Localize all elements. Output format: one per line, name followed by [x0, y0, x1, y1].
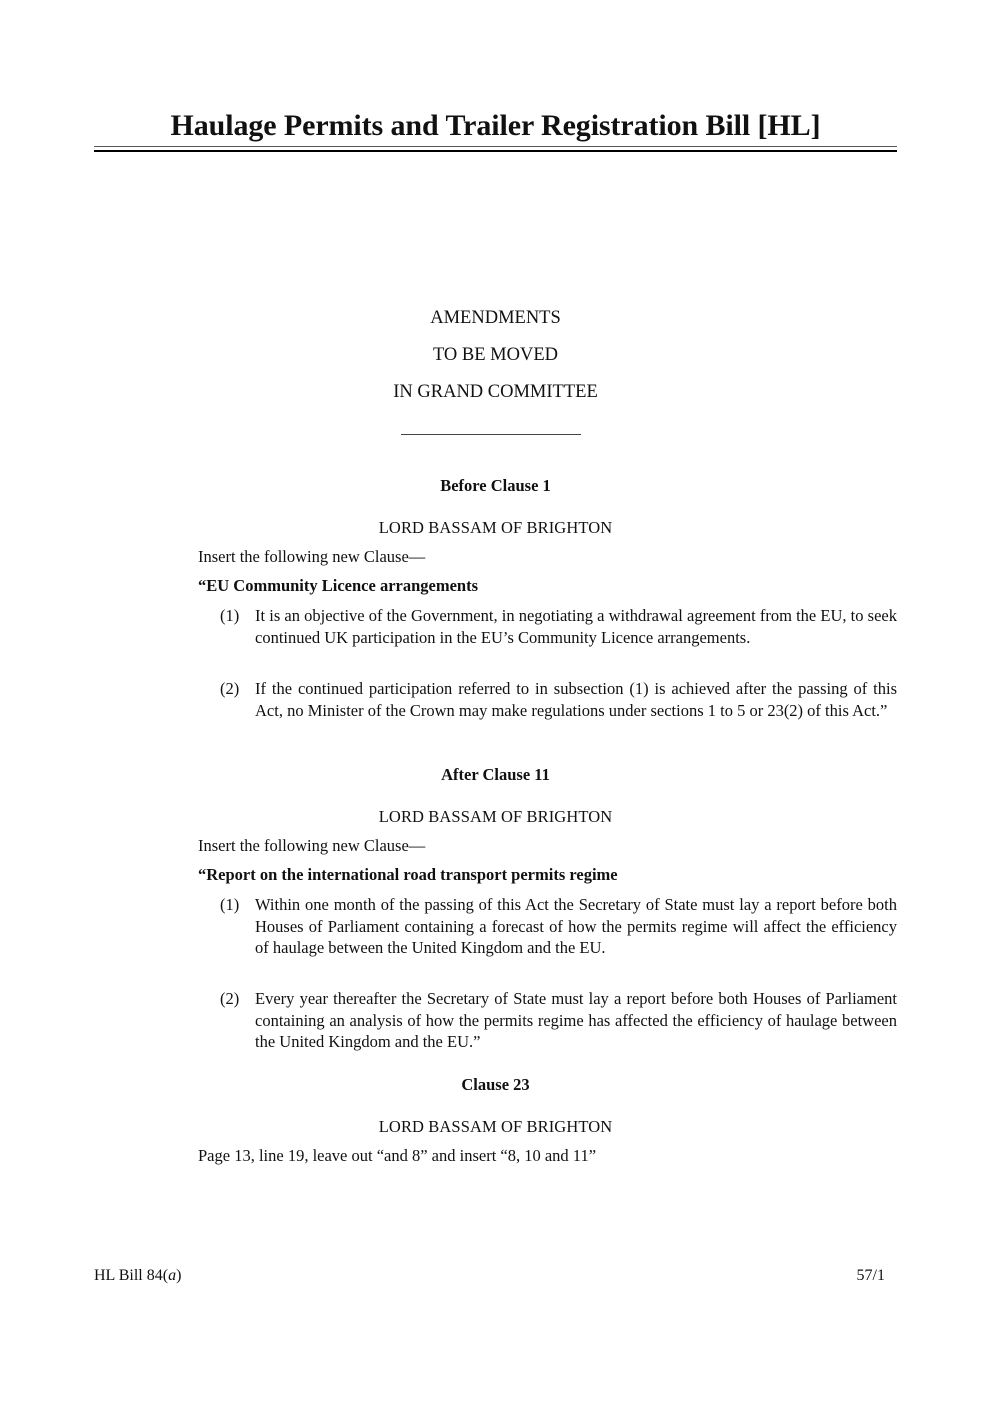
- subsection: [220, 988, 897, 1053]
- mover-name: LORD BASSAM OF BRIGHTON: [378, 1117, 613, 1136]
- bill-reference: [94, 1266, 181, 1286]
- subsection: [220, 894, 897, 959]
- new-clause-title: “EU Community Licence arrangements: [198, 576, 479, 595]
- new-clause-title: “Report on the international road transport permits regime: [198, 865, 618, 884]
- clause-heading-clause-23: Clause 23: [461, 1075, 530, 1094]
- bill-title: Haulage Permits and Trailer Registration Bill [HL]: [170, 109, 821, 142]
- title-rule-thin: [94, 146, 897, 147]
- page-reference: 57/1: [856, 1267, 885, 1284]
- clause-heading-after-clause-11: After Clause 11: [441, 765, 550, 784]
- subsection-text: Within one month of the passing of this Act the Secretary of State must lay a report before both Houses of Parliament containing a forecast of how the permits regime will affect the efficiency of haulage between the United Kingdom and the EU.: [255, 895, 897, 958]
- amendment-instruction: Insert the following new Clause—: [198, 836, 426, 855]
- bill-reference-prefix: HL Bill 84(: [94, 1267, 169, 1284]
- subsection: [220, 678, 897, 721]
- mover-name: LORD BASSAM OF BRIGHTON: [378, 518, 613, 537]
- subsection-number: (1): [220, 895, 240, 914]
- subsection-text: If the continued participation referred to in subsection (1) is achieved after the passing of this Act, no Minister of the Crown may make regulations under sections 1 to 5 or 23(2) of this Act.”: [255, 679, 897, 720]
- subsection-number: (1): [220, 606, 240, 625]
- subsection-number: (2): [220, 989, 240, 1008]
- clause-heading-before-clause-1: Before Clause 1: [440, 476, 551, 495]
- mover-name: LORD BASSAM OF BRIGHTON: [378, 807, 613, 826]
- heading-line-amendments: AMENDMENTS: [430, 308, 561, 328]
- subsection-number: (2): [220, 679, 240, 698]
- heading-line-grand-committee: IN GRAND COMMITTEE: [393, 382, 598, 402]
- amendment-instruction: Page 13, line 19, leave out “and 8” and insert “8, 10 and 11”: [198, 1146, 597, 1165]
- heading-line-to-be-moved: TO BE MOVED: [432, 345, 559, 365]
- title-rule-thick: [94, 150, 897, 152]
- amendment-instruction: Insert the following new Clause—: [198, 547, 426, 566]
- subsection-text: It is an objective of the Government, in negotiating a withdrawal agreement from the EU, to seek continued UK participation in the EU’s Community Licence arrangements.: [255, 606, 897, 647]
- bill-reference-italic: a: [168, 1267, 177, 1284]
- bill-reference-suffix: ): [176, 1267, 182, 1284]
- subsection: [220, 605, 897, 648]
- subsection-text: Every year thereafter the Secretary of State must lay a report before both Houses of Parliament containing an analysis of how the permits regime has affected the efficiency of haulage between the United Kingdom and the EU.”: [255, 989, 897, 1052]
- heading-divider: [401, 434, 581, 435]
